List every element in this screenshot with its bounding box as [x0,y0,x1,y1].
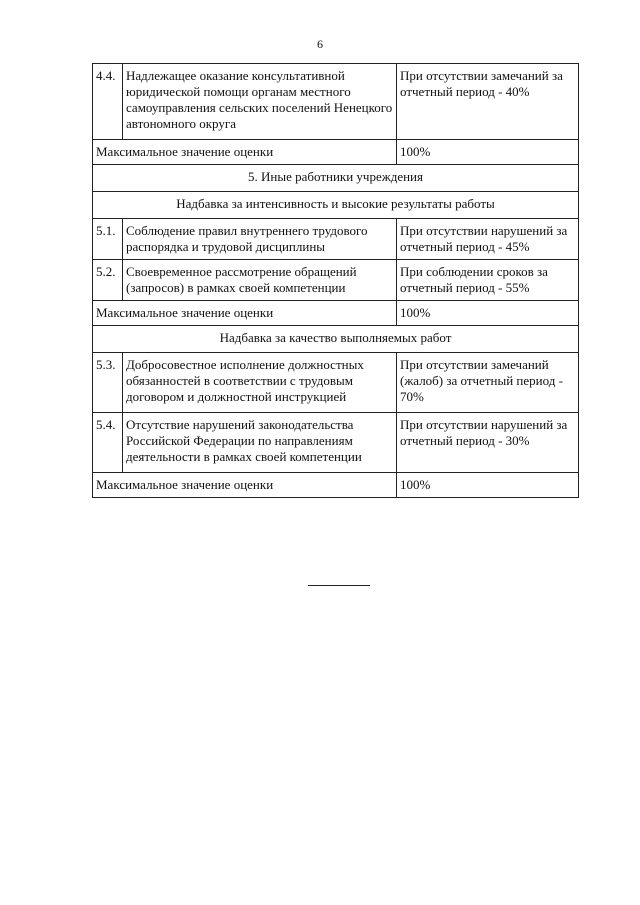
criterion-description: Добросовестное исполнение должностных обязанностей в соответствии с трудовым договором и должностной инструкцией [123,353,397,413]
table-row [93,219,579,260]
criterion-description: Своевременное рассмотрение обращений (запросов) в рамках своей компетенции [123,260,397,301]
criterion-condition: При отсутствии нарушений за отчетный период - 45% [397,219,579,260]
max-score-row [93,140,579,165]
row-number: 5.2. [93,260,123,301]
end-of-document-line [308,585,370,586]
group-header-row [93,326,579,353]
max-score-value: 100% [397,473,579,498]
row-number: 5.3. [93,353,123,413]
max-score-row [93,473,579,498]
criterion-condition: При отсутствии замечаний (жалоб) за отчетный период - 70% [397,353,579,413]
table-row [93,64,579,140]
max-score-label: Максимальное значение оценки [93,140,397,165]
table-row [93,413,579,473]
criterion-description: Отсутствие нарушений законодательства Российской Федерации по направлениям деятельности в рамках своей компетенции [123,413,397,473]
table-row [93,353,579,413]
max-score-value: 100% [397,301,579,326]
max-score-label: Максимальное значение оценки [93,301,397,326]
max-score-row [93,301,579,326]
table-row [93,260,579,301]
page-number: 6 [317,37,323,51]
criterion-description: Соблюдение правил внутреннего трудового распорядка и трудовой дисциплины [123,219,397,260]
criterion-description: Надлежащее оказание консультативной юридической помощи органам местного самоуправления сельских поселений Ненецкого автономного округа [123,64,397,140]
row-number: 5.4. [93,413,123,473]
section-title: 5. Иные работники учреждения [93,165,579,192]
group-title: Надбавка за интенсивность и высокие результаты работы [93,192,579,219]
max-score-label: Максимальное значение оценки [93,473,397,498]
row-number: 4.4. [93,64,123,140]
group-header-row [93,192,579,219]
criterion-condition: При отсутствии замечаний за отчетный период - 40% [397,64,579,140]
criterion-condition: При соблюдении сроков за отчетный период - 55% [397,260,579,301]
criteria-table [92,63,579,498]
row-number: 5.1. [93,219,123,260]
group-title: Надбавка за качество выполняемых работ [93,326,579,353]
section-header-row [93,165,579,192]
max-score-value: 100% [397,140,579,165]
criterion-condition: При отсутствии нарушений за отчетный период - 30% [397,413,579,473]
